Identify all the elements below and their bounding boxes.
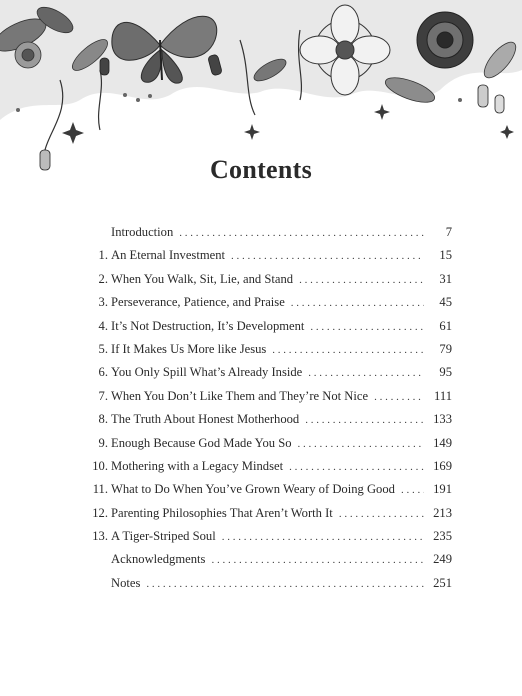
- toc-chapter-number: 5.: [98, 341, 108, 356]
- toc-dot-leader: [272, 344, 424, 356]
- toc-chapter-number: 3.: [98, 295, 108, 310]
- toc-page-number: 111: [434, 388, 452, 403]
- toc-entry-title: Parenting Philosophies That Aren’t Worth It: [111, 505, 333, 520]
- toc-chapter-number: 10.: [92, 458, 108, 473]
- toc-entry-title: Notes: [111, 575, 141, 590]
- toc-chapter-number: 7.: [98, 388, 108, 403]
- toc-page-number: 191: [433, 482, 452, 497]
- floral-illustration-svg: [0, 0, 522, 180]
- toc-page-number: 45: [439, 295, 452, 310]
- toc-entry-title: An Eternal Investment: [111, 248, 226, 263]
- toc-chapter-number: 1.: [98, 248, 108, 263]
- toc-entry[interactable]: [86, 482, 452, 505]
- toc-chapter-number: 12.: [92, 505, 108, 520]
- toc-dot-leader: [298, 438, 425, 450]
- toc-dot-leader: [308, 367, 424, 379]
- toc-entry[interactable]: [86, 389, 452, 412]
- toc-dot-leader: [401, 484, 424, 496]
- table-of-contents: [86, 225, 452, 599]
- toc-entry[interactable]: [86, 365, 452, 388]
- toc-page-number: 235: [433, 529, 452, 544]
- toc-dot-leader: [211, 554, 424, 566]
- toc-dot-leader: [310, 321, 424, 333]
- toc-entry[interactable]: [86, 319, 452, 342]
- toc-chapter-number: 4.: [98, 318, 108, 333]
- toc-entry[interactable]: [86, 506, 452, 529]
- toc-chapter-number: 2.: [98, 271, 108, 286]
- toc-entry-title: Mothering with a Legacy Mindset: [111, 458, 284, 473]
- toc-page-number: 31: [439, 271, 452, 286]
- toc-chapter-number: 9.: [98, 435, 108, 450]
- toc-dot-leader: [374, 391, 424, 403]
- toc-entry-title: When You Don’t Like Them and They’re Not Nice: [111, 388, 369, 403]
- toc-page-number: 169: [433, 458, 452, 473]
- toc-chapter-number: 13.: [92, 529, 108, 544]
- toc-page-number: 15: [439, 248, 452, 263]
- toc-entry-title: Perseverance, Patience, and Praise: [111, 295, 285, 310]
- toc-entry-title: If It Makes Us More like Jesus: [111, 341, 267, 356]
- toc-entry-title: Acknowledgments: [111, 552, 206, 567]
- floral-banner-illustration: [0, 0, 522, 180]
- toc-entry-title: Introduction: [111, 225, 174, 239]
- toc-dot-leader: [289, 461, 424, 473]
- toc-entry-title: It’s Not Destruction, It’s Development: [111, 318, 305, 333]
- toc-entry[interactable]: [86, 225, 452, 248]
- toc-entry-title: When You Walk, Sit, Lie, and Stand: [111, 271, 294, 286]
- toc-dot-leader: [305, 414, 424, 426]
- toc-entry[interactable]: [86, 412, 452, 435]
- toc-entry-title: You Only Spill What’s Already Inside: [111, 365, 303, 380]
- toc-chapter-number: 6.: [98, 365, 108, 380]
- toc-dot-leader: [222, 531, 424, 543]
- toc-page-number: 251: [433, 575, 452, 590]
- toc-page-number: 249: [433, 552, 452, 567]
- toc-page-number: 149: [433, 435, 452, 450]
- toc-entry-title: What to Do When You’ve Grown Weary of Doing Good: [111, 482, 395, 497]
- toc-page-number: 7: [445, 225, 452, 239]
- toc-dot-leader: [231, 250, 424, 262]
- toc-entry[interactable]: [86, 529, 452, 552]
- toc-page-number: 133: [433, 412, 452, 427]
- toc-page-number: 213: [433, 505, 452, 520]
- toc-entry-title: A Tiger-Striped Soul: [111, 529, 216, 544]
- toc-entry[interactable]: [86, 459, 452, 482]
- toc-page-number: 79: [439, 341, 452, 356]
- toc-entry[interactable]: [86, 576, 452, 599]
- toc-chapter-number: 11.: [92, 482, 108, 497]
- toc-page-number: 95: [439, 365, 452, 380]
- toc-chapter-number: 8.: [98, 412, 108, 427]
- toc-dot-leader: [339, 508, 424, 520]
- toc-dot-leader: [291, 297, 424, 309]
- toc-entry[interactable]: [86, 248, 452, 271]
- toc-dot-leader: [299, 274, 424, 286]
- toc-entry[interactable]: [86, 342, 452, 365]
- toc-entry-title: The Truth About Honest Motherhood: [111, 412, 300, 427]
- toc-dot-leader: [146, 578, 424, 590]
- toc-entry[interactable]: [86, 295, 452, 318]
- toc-entry[interactable]: [86, 552, 452, 575]
- toc-dot-leader: [179, 227, 424, 239]
- toc-entry-title: Enough Because God Made You So: [111, 435, 292, 450]
- toc-entry[interactable]: [86, 436, 452, 459]
- page-title: Contents: [209, 155, 313, 185]
- toc-entry[interactable]: [86, 272, 452, 295]
- toc-page-number: 61: [439, 318, 452, 333]
